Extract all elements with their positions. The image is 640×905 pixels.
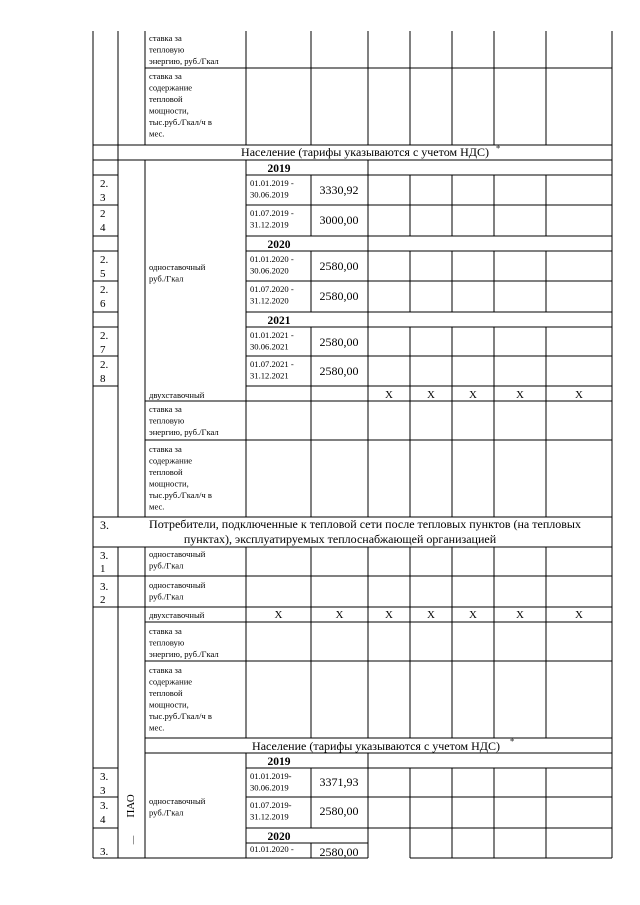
rate-capacity-label: содержание bbox=[149, 455, 193, 466]
tariff-value: 2580,00 bbox=[319, 804, 359, 818]
tariff-value: 3000,00 bbox=[319, 213, 359, 227]
tariff-value: 3330,92 bbox=[319, 183, 359, 197]
row-number: 1 bbox=[100, 563, 106, 575]
rate-heat-label: тепловую bbox=[149, 44, 185, 55]
rate-capacity-label: мощности, bbox=[149, 699, 189, 710]
period-label: 31.12.2021 bbox=[250, 370, 289, 381]
section-number: 3. bbox=[100, 518, 109, 532]
section-title: пунктах), эксплуатируемых теплоснабжающей организацией bbox=[183, 532, 497, 546]
row-number: 5 bbox=[100, 268, 106, 280]
period-label: 31.12.2019 bbox=[250, 219, 289, 230]
year-label: 2020 bbox=[267, 831, 291, 843]
rate-capacity-label: мес. bbox=[149, 128, 165, 139]
period-label: 31.12.2020 bbox=[250, 295, 289, 306]
x-mark: Х bbox=[575, 609, 583, 621]
row-number: 3 bbox=[100, 192, 106, 204]
row-number: 3. bbox=[100, 800, 109, 812]
row-number: 2 bbox=[100, 208, 106, 220]
x-mark: Х bbox=[385, 609, 393, 621]
period-label: 31.12.2019 bbox=[250, 811, 289, 822]
footnote-asterisk: * bbox=[496, 143, 501, 153]
rate-capacity-label: содержание bbox=[149, 676, 193, 687]
tariff-value: 2580,00 bbox=[319, 289, 359, 303]
rate-capacity-label: ставка за bbox=[149, 71, 182, 81]
period-label: 30.06.2019 bbox=[250, 782, 289, 793]
one-part-label: руб./Гкал bbox=[149, 273, 184, 284]
rate-heat-label: тепловую bbox=[149, 637, 185, 648]
row-number: 3 bbox=[100, 785, 106, 797]
one-part-label: руб./Гкал bbox=[149, 591, 184, 602]
period-label: 01.07.2019- bbox=[250, 800, 292, 810]
row-number: 3. bbox=[100, 846, 109, 858]
rate-capacity-label: тыс.руб./Гкал/ч в bbox=[149, 490, 212, 500]
two-part-label: двухставочный bbox=[149, 610, 205, 620]
period-label: 01.07.2020 - bbox=[250, 284, 294, 294]
table-text bbox=[100, 33, 583, 859]
x-mark: Х bbox=[469, 389, 477, 401]
population-header: Население (тарифы указываются с учетом НДС) bbox=[241, 145, 489, 159]
x-mark: Х bbox=[516, 389, 524, 401]
x-mark: Х bbox=[385, 389, 393, 401]
period-label: 30.06.2020 bbox=[250, 265, 289, 276]
rate-capacity-label: мощности, bbox=[149, 105, 189, 116]
vertical-dash: — bbox=[127, 835, 137, 845]
x-mark: Х bbox=[427, 389, 435, 401]
two-part-label: двухставочный bbox=[149, 390, 205, 400]
row-number: 2. bbox=[100, 330, 109, 342]
x-mark: Х bbox=[469, 609, 477, 621]
row-number: 4 bbox=[100, 222, 106, 234]
org-vertical-label: ПАО bbox=[125, 794, 137, 818]
period-label: 01.07.2019 - bbox=[250, 208, 294, 218]
period-label: 30.06.2021 bbox=[250, 341, 289, 352]
year-label: 2020 bbox=[267, 239, 291, 251]
section-title: Потребители, подключенные к тепловой сети после тепловых пунктов (на тепловых bbox=[149, 517, 581, 531]
year-label: 2019 bbox=[267, 756, 291, 768]
tariff-value: 3371,93 bbox=[319, 775, 359, 789]
period-label: 01.01.2020 - bbox=[250, 254, 294, 264]
rate-capacity-label: тыс.руб./Гкал/ч в bbox=[149, 711, 212, 721]
rate-capacity-label: ставка за bbox=[149, 665, 182, 675]
one-part-label: руб./Гкал bbox=[149, 560, 184, 571]
rate-capacity-label: мес. bbox=[149, 722, 165, 733]
row-number: 2. bbox=[100, 284, 109, 296]
rate-capacity-label: тепловой bbox=[149, 467, 183, 477]
one-part-label: одноставочный bbox=[149, 262, 206, 272]
tariff-value: 2580,00 bbox=[319, 259, 359, 273]
rate-capacity-label: тепловой bbox=[149, 94, 183, 104]
row-number: 3. bbox=[100, 550, 109, 562]
x-mark: Х bbox=[516, 609, 524, 621]
row-number: 2. bbox=[100, 178, 109, 190]
tariff-value: 2580,00 bbox=[319, 364, 359, 378]
row-number: 2. bbox=[100, 359, 109, 371]
row-number: 6 bbox=[100, 298, 106, 310]
row-number: 4 bbox=[100, 814, 106, 826]
rate-capacity-label: содержание bbox=[149, 82, 193, 93]
row-number: 3. bbox=[100, 771, 109, 783]
period-label: 01.07.2021 - bbox=[250, 359, 294, 369]
x-mark: Х bbox=[427, 609, 435, 621]
row-number: 3. bbox=[100, 581, 109, 593]
row-number: 2 bbox=[100, 594, 106, 606]
rate-capacity-label: мес. bbox=[149, 501, 165, 512]
footnote-asterisk: * bbox=[510, 736, 515, 746]
rate-heat-label: ставка за bbox=[149, 404, 182, 414]
period-label: 30.06.2019 bbox=[250, 189, 289, 200]
row-number: 2. bbox=[100, 254, 109, 266]
year-label: 2021 bbox=[267, 315, 291, 327]
rate-heat-label: энергию, руб./Гкал bbox=[149, 427, 219, 437]
period-label: 01.01.2021 - bbox=[250, 330, 294, 340]
rate-heat-label: ставка за bbox=[149, 626, 182, 636]
period-label: 01.01.2019 - bbox=[250, 178, 294, 188]
rate-heat-label: ставка за bbox=[149, 33, 182, 43]
tariff-value: 2580,00 bbox=[319, 845, 359, 859]
year-label: 2019 bbox=[267, 163, 291, 175]
x-mark: Х bbox=[575, 389, 583, 401]
rate-capacity-label: ставка за bbox=[149, 444, 182, 454]
one-part-label: руб./Гкал bbox=[149, 807, 184, 818]
rate-heat-label: энергию, руб./Гкал bbox=[149, 649, 219, 659]
rate-capacity-label: тыс.руб./Гкал/ч в bbox=[149, 117, 212, 127]
x-mark: Х bbox=[274, 609, 283, 621]
one-part-label: одноставочный bbox=[149, 549, 206, 559]
row-number: 8 bbox=[100, 373, 106, 385]
period-label: 01.01.2019- bbox=[250, 771, 292, 781]
rate-heat-label: тепловую bbox=[149, 415, 185, 426]
one-part-label: одноставочный bbox=[149, 796, 206, 806]
rate-capacity-label: тепловой bbox=[149, 688, 183, 698]
tariff-value: 2580,00 bbox=[319, 335, 359, 349]
rate-heat-label: энергию, руб./Гкал bbox=[149, 56, 219, 66]
x-mark: Х bbox=[335, 609, 344, 621]
population-header: Население (тарифы указываются с учетом НДС) bbox=[252, 739, 500, 753]
rate-capacity-label: мощности, bbox=[149, 478, 189, 489]
one-part-label: одноставочный bbox=[149, 580, 206, 590]
period-label: 01.01.2020 - bbox=[250, 844, 294, 854]
row-number: 7 bbox=[100, 344, 106, 356]
